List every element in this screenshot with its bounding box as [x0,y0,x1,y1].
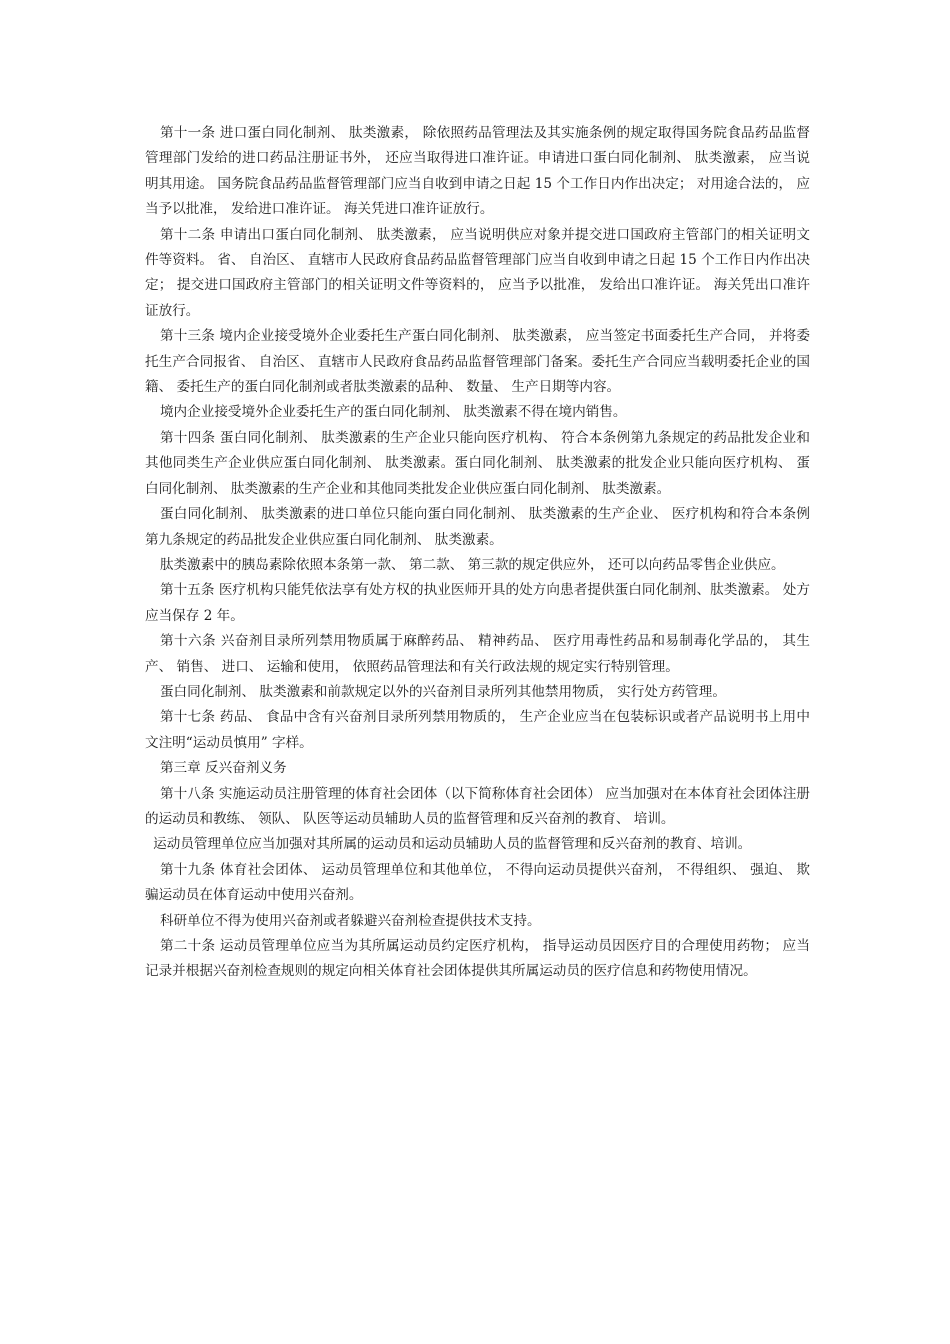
paragraph-article-19-clause-2: 科研单位不得为使用兴奋剂或者躲避兴奋剂检查提供技术支持。 [159,912,541,929]
paragraph-article-14: 第十四条 蛋白同化制剂、 肽类激素的生产企业只能向医疗机构、 符合本条例第九条规定的药品批发企业和其他同类生产企业供应蛋白同化制剂、 肽类激素。蛋白同化制剂、 肽类激素的批发企业只能向医疗机构、 蛋白同化制剂、 肽类激素的生产企业和其他同类批发企业供应蛋白同化制剂、 肽类激素。 [145,429,810,497]
document-body [145,121,810,985]
paragraph-article-14-clause-2: 蛋白同化制剂、 肽类激素的进口单位只能向蛋白同化制剂、 肽类激素的生产企业、 医疗机构和符合本条例第九条规定的药品批发企业供应蛋白同化制剂、 肽类激素。 [145,506,810,548]
paragraph-article-11: 第十一条 进口蛋白同化制剂、 肽类激素， 除依照药品管理法及其实施条例的规定取得国务院食品药品监督管理部门发给的进口药品注册证书外， 还应当取得进口准许证。申请进口蛋白同化制剂、 肽类激素， 应当说明其用途。 国务院食品药品监督管理部门应当自收到申请之日起 15 个工作日内作出决定； 对用途合法的， 应当予以批准， 发给进口准许证。 海关凭进口准许证放行。 [145,125,810,218]
paragraph-article-13-clause-2: 境内企业接受境外企业委托生产的蛋白同化制剂、 肽类激素不得在境内销售。 [159,404,627,421]
paragraph-article-17: 第十七条 药品、 食品中含有兴奋剂目录所列禁用物质的， 生产企业应当在包装标识或者产品说明书上用中文注明“运动员慎用” 字样。 [145,709,810,751]
paragraph-article-19: 第十九条 体育社会团体、 运动员管理单位和其他单位， 不得向运动员提供兴奋剂， 不得组织、 强迫、 欺骗运动员在体育运动中使用兴奋剂。 [145,861,810,904]
paragraph-article-20: 第二十条 运动员管理单位应当为其所属运动员约定医疗机构， 指导运动员因医疗目的合理使用药物； 应当记录并根据兴奋剂检查规则的规定向相关体育社会团体提供其所属运动员的医疗信息和药物使用情况。 [145,938,810,980]
chapter-heading: 第三章 反兴奋剂义务 [159,760,287,777]
paragraph-article-16: 第十六条 兴奋剂目录所列禁用物质属于麻醉药品、 精神药品、 医疗用毒性药品和易制毒化学品的， 其生产、 销售、 进口、 运输和使用， 依照药品管理法和有关行政法规的规定实行特别管理。 [145,633,810,675]
paragraph-article-15: 第十五条 医疗机构只能凭依法享有处方权的执业医师开具的处方向患者提供蛋白同化制剂、肽类激素。 处方应当保存 2 年。 [145,582,810,624]
paragraph-article-13: 第十三条 境内企业接受境外企业委托生产蛋白同化制剂、 肽类激素， 应当签定书面委托生产合同， 并将委托生产合同报省、 自治区、 直辖市人民政府食品药品监督管理部门备案。委托生产合同应当载明委托企业的国籍、 委托生产的蛋白同化制剂或者肽类激素的品种、 数量、 生产日期等内容。 [145,328,810,396]
paragraph-article-18: 第十八条 实施运动员注册管理的体育社会团体（以下简称体育社会团体） 应当加强对在本体育社会团体注册的运动员和教练、 领队、 队医等运动员辅助人员的监督管理和反兴奋剂的教育、 培训。 [145,785,810,827]
paragraph-article-12: 第十二条 申请出口蛋白同化制剂、 肽类激素， 应当说明供应对象并提交进口国政府主管部门的相关证明文件等资料。 省、 自治区、 直辖市人民政府食品药品监督管理部门应当自收到申请之日起 15 个工作日内作出决定； 提交进口国政府主管部门的相关证明文件等资料的， 应当予以批准， 发给出口准许证。 海关凭出口准许证放行。 [145,226,810,319]
paragraph-article-16-clause-2: 蛋白同化制剂、 肽类激素和前款规定以外的兴奋剂目录所列其他禁用物质， 实行处方药管理。 [159,683,726,700]
paragraph-article-14-clause-3: 肽类激素中的胰岛素除依照本条第一款、 第二款、 第三款的规定供应外， 还可以向药品零售企业供应。 [159,556,785,573]
paragraph-article-18-clause-2: 运动员管理单位应当加强对其所属的运动员和运动员辅助人员的监督管理和反兴奋剂的教育、培训。 [153,836,752,853]
